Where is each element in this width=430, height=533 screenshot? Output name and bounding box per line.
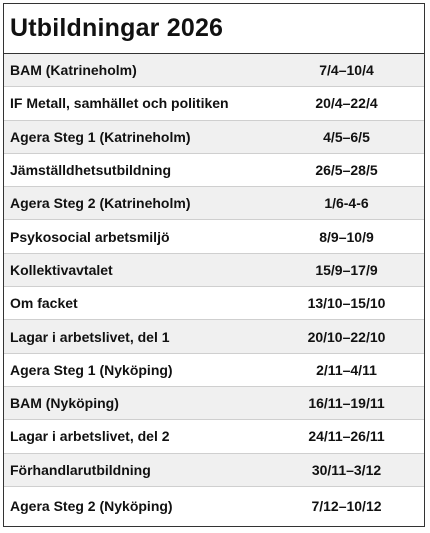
table-row — [4, 121, 424, 154]
page-title: Utbildningar 2026 — [10, 14, 224, 42]
course-name: BAM (Katrineholm) — [10, 62, 137, 79]
table-row — [4, 420, 424, 453]
course-dates: 7/4–10/4 — [319, 62, 374, 79]
course-dates: 1/6-4-6 — [324, 195, 369, 212]
course-dates: 24/11–26/11 — [308, 428, 385, 445]
table-row — [4, 220, 424, 253]
table-row — [4, 54, 424, 87]
table-row — [4, 454, 424, 487]
course-name: Kollektivavtalet — [10, 261, 113, 278]
course-dates: 16/11–19/11 — [308, 395, 385, 412]
course-dates: 30/11–3/12 — [311, 461, 382, 478]
course-name: Lagar i arbetslivet, del 1 — [10, 328, 170, 345]
course-dates: 15/9–17/9 — [315, 261, 378, 278]
course-dates: 4/5–6/5 — [323, 128, 370, 145]
table-row — [4, 154, 424, 187]
course-name: Psykosocial arbetsmiljö — [10, 228, 170, 245]
course-dates: 20/4–22/4 — [315, 95, 378, 112]
course-name: Om facket — [10, 295, 78, 312]
course-name: Förhandlarutbildning — [10, 461, 151, 478]
course-name: BAM (Nyköping) — [10, 395, 119, 412]
schedule-rows — [4, 54, 424, 526]
table-row — [4, 387, 424, 420]
course-name: IF Metall, samhället och politiken — [10, 95, 229, 112]
course-name: Agera Steg 1 (Nyköping) — [10, 361, 173, 378]
table-row — [4, 287, 424, 320]
table-row — [4, 87, 424, 120]
course-name: Agera Steg 2 (Katrineholm) — [10, 195, 191, 212]
course-name: Agera Steg 1 (Katrineholm) — [10, 128, 191, 145]
table-row — [4, 187, 424, 220]
course-dates: 2/11–4/11 — [316, 361, 377, 378]
course-dates: 20/10–22/10 — [307, 328, 386, 345]
course-dates: 8/9–10/9 — [319, 228, 374, 245]
course-dates: 7/12–10/12 — [311, 498, 382, 515]
title-row — [4, 4, 424, 54]
course-name: Jämställdhetsutbildning — [10, 162, 172, 179]
table-row — [4, 354, 424, 387]
training-schedule-table — [3, 3, 425, 527]
course-name: Agera Steg 2 (Nyköping) — [10, 498, 173, 515]
course-name: Lagar i arbetslivet, del 2 — [10, 428, 170, 445]
table-row — [4, 320, 424, 353]
course-dates: 26/5–28/5 — [315, 162, 378, 179]
table-row — [4, 254, 424, 287]
table-row — [4, 487, 424, 526]
course-dates: 13/10–15/10 — [307, 295, 386, 312]
